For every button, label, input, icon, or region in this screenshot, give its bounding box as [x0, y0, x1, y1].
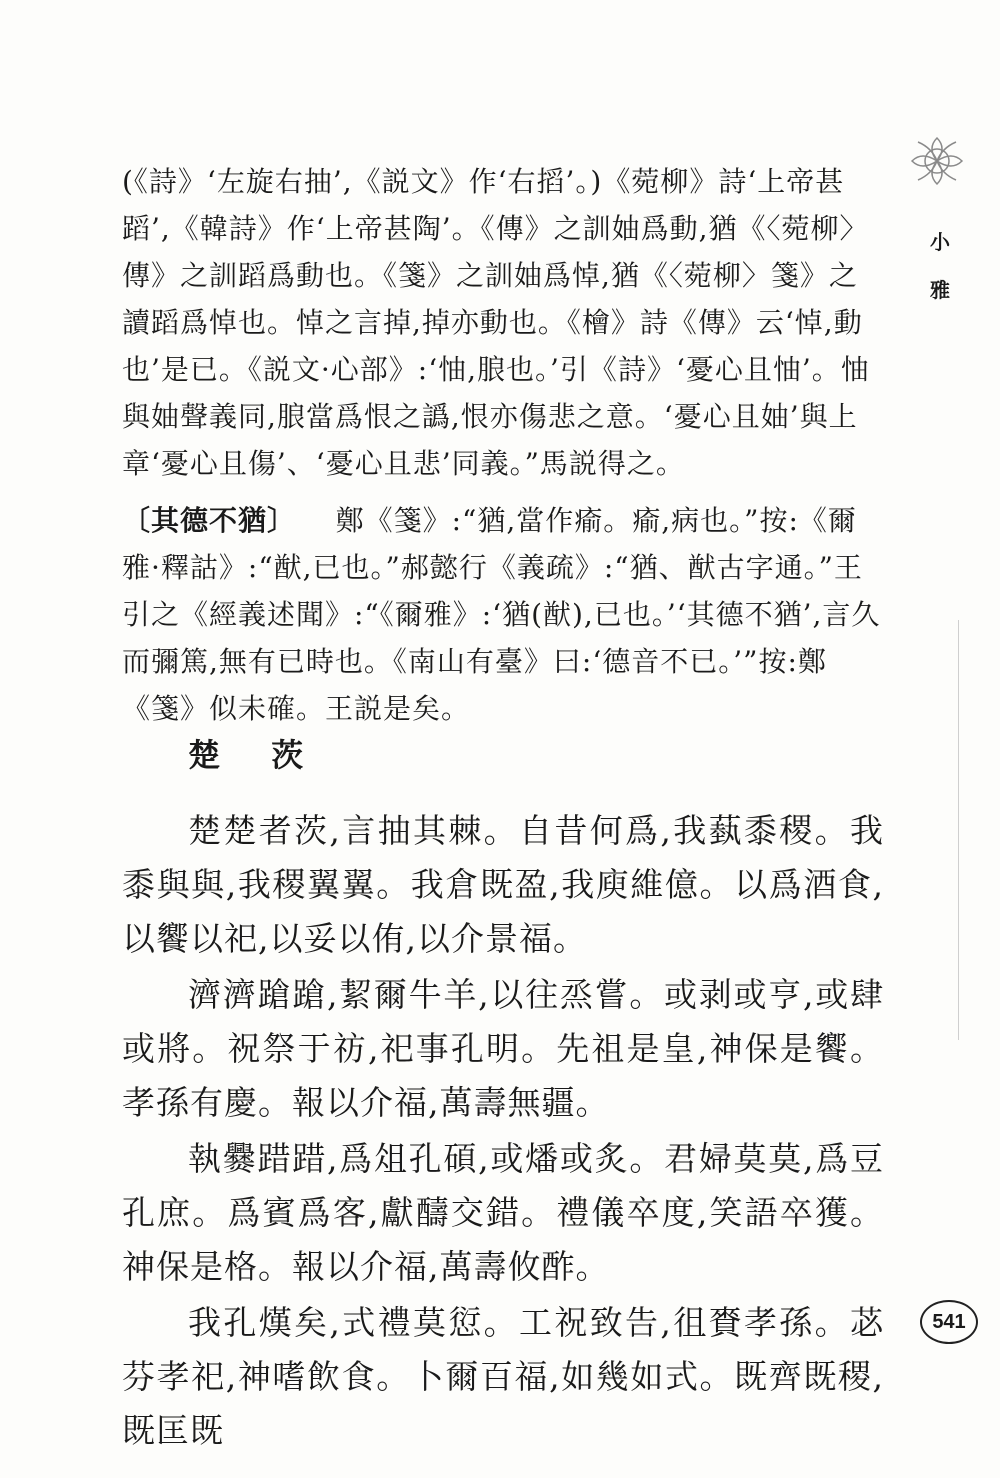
commentary-paragraph: (《詩》‘左旋右抽’,《説文》作‘右搯’。)《菀柳》詩‘上帝甚蹈’,《韓詩》作‘上帝甚陶’。《傳》之訓妯爲動,猶《〈菀柳〉傳》之訓蹈爲動也。《箋》之訓妯爲悼,猶《〈菀柳〉箋》之讀蹈爲悼也。悼之言掉,掉亦動也。《檜》詩《傳》云‘悼,動也’是已。《説文·心部》:‘怞,朖也。’引《詩》‘憂心且怞’。怞與妯聲義同,朖當爲恨之譌,恨亦傷悲之意。‘憂心且妯’與上章‘憂心且傷’、‘憂心且悲’同義。”馬説得之。 — [122, 165, 870, 480]
page-number: 541 — [920, 1300, 978, 1344]
floral-seal-icon — [902, 128, 972, 194]
margin-line — [958, 620, 959, 1040]
running-head-char: 小 — [930, 230, 950, 254]
poem-stanza: 楚楚者茨,言抽其棘。自昔何爲,我蓺黍稷。我黍與與,我稷翼翼。我倉既盈,我庾維億。以爲酒食,以饗以祀,以妥以侑,以介景福。 — [122, 811, 884, 958]
running-head — [925, 218, 955, 314]
poem-text — [122, 804, 884, 1460]
poem-stanza: 濟濟蹌蹌,絜爾牛羊,以往烝嘗。或剥或亨,或肆或將。祝祭于祊,祀事孔明。先祖是皇,神保是饗。孝孫有慶。報以介福,萬壽無疆。 — [122, 975, 884, 1122]
section-title: 楚 茨 — [188, 736, 324, 774]
commentary-entry — [122, 497, 882, 732]
poem-stanza: 執爨踖踖,爲俎孔碩,或燔或炙。君婦莫莫,爲豆孔庶。爲賓爲客,獻醻交錯。禮儀卒度,笑語卒獲。神保是格。報以介福,萬壽攸酢。 — [122, 1139, 884, 1286]
running-head-char: 雅 — [930, 278, 950, 302]
entry-term: 〔其德不猶〕 — [122, 504, 297, 537]
entry-text: 鄭《箋》:“猶,當作瘉。瘉,病也。”按:《爾雅·釋詁》:“猷,已也。”郝懿行《義疏》:“猶、猷古字通。”王引之《經義述聞》:“《爾雅》:‘猶(猷),已也。’‘其德不猶’,言久而彌篤,無有已時也。《南山有臺》曰:‘德音不已。’”按:鄭《箋》似未確。王説是矣。 — [122, 504, 881, 725]
commentary-block — [122, 158, 882, 732]
poem-stanza: 我孔熯矣,式禮莫愆。工祝致告,徂賚孝孫。苾芬孝祀,神嗜飲食。卜爾百福,如幾如式。既齊既稷,既匡既 — [122, 1303, 884, 1450]
